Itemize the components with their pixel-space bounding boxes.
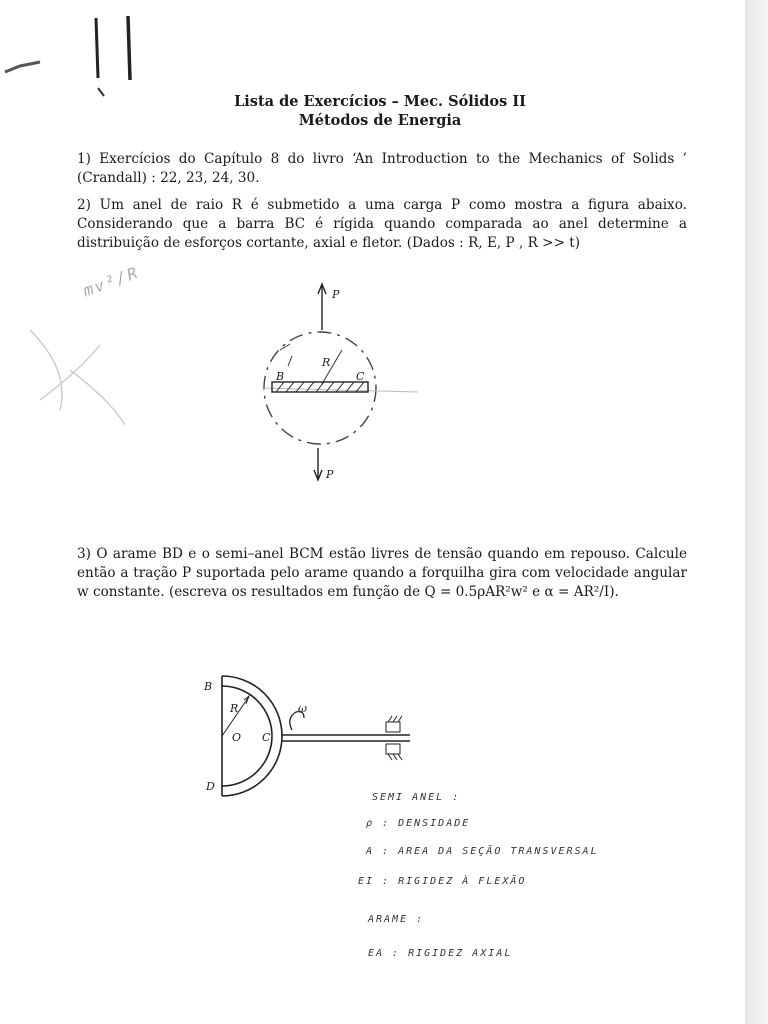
handwritten-note: ρ : DENSIDADE: [366, 818, 471, 829]
bearing-top-hatch: [388, 716, 402, 722]
point-label-d: D: [206, 780, 215, 793]
handwritten-note: ARAME :: [368, 914, 425, 925]
handwritten-note: EI : RIGIDEZ À FLEXÃO: [358, 876, 527, 887]
load-label-bottom: P: [326, 468, 334, 481]
title-line-2: Métodos de Energia: [298, 112, 462, 129]
semi-ring-diagram: [203, 676, 410, 796]
handwritten-note: SEMI ANEL :: [372, 792, 461, 803]
point-label-c: C: [356, 370, 365, 383]
bearing-bottom: [386, 744, 400, 754]
margin-scribble: mv²/R: [80, 262, 142, 301]
point-label-b: B: [276, 370, 285, 383]
point-label-c: C: [262, 731, 271, 744]
bearing-top: [386, 722, 400, 732]
load-label-top: P: [332, 288, 340, 301]
thickness-mark: [280, 344, 292, 366]
handwritten-note: A : AREA DA SEÇÃO TRANSVERSAL: [366, 846, 599, 857]
exercise-1: 1) Exercícios do Capítulo 8 do livro ‘An Introduction to the Mechanics of Solids ’ (Crandall) : 22, 23, 24, 30.: [77, 151, 687, 186]
radius-label: R: [322, 356, 331, 369]
title-line-1: Lista de Exercícios – Mec. Sólidos II: [234, 93, 526, 110]
semi-ring-outer: [222, 676, 282, 796]
exercise-3: 3) O arame BD e o semi–anel BCM estão livres de tensão quando em repouso. Calcule então a tração P suportada pelo arame quando a forquilha gira com velocidade angular w constante. (escreva os resultados em função de Q = 0.5ρAR²w² e α = AR²/I).: [77, 546, 687, 600]
ring-diagram: [262, 284, 418, 481]
exercise-2: 2) Um anel de raio R é submetido a uma carga P como mostra a figura abaixo. Considerando que a barra BC é rígida quando comparada ao anel determine a distribuição de esforços cortante, axial e fletor. (Dados : R, E, P , R >> t): [77, 197, 687, 251]
point-label-b: B: [204, 680, 213, 693]
omega-label: ω: [298, 702, 307, 715]
bearing-bottom-hatch: [388, 754, 402, 760]
radius-label: R: [230, 702, 239, 715]
point-label-o: O: [232, 731, 242, 744]
handwritten-note: EA : RIGIDEZ AXIAL: [368, 948, 513, 959]
